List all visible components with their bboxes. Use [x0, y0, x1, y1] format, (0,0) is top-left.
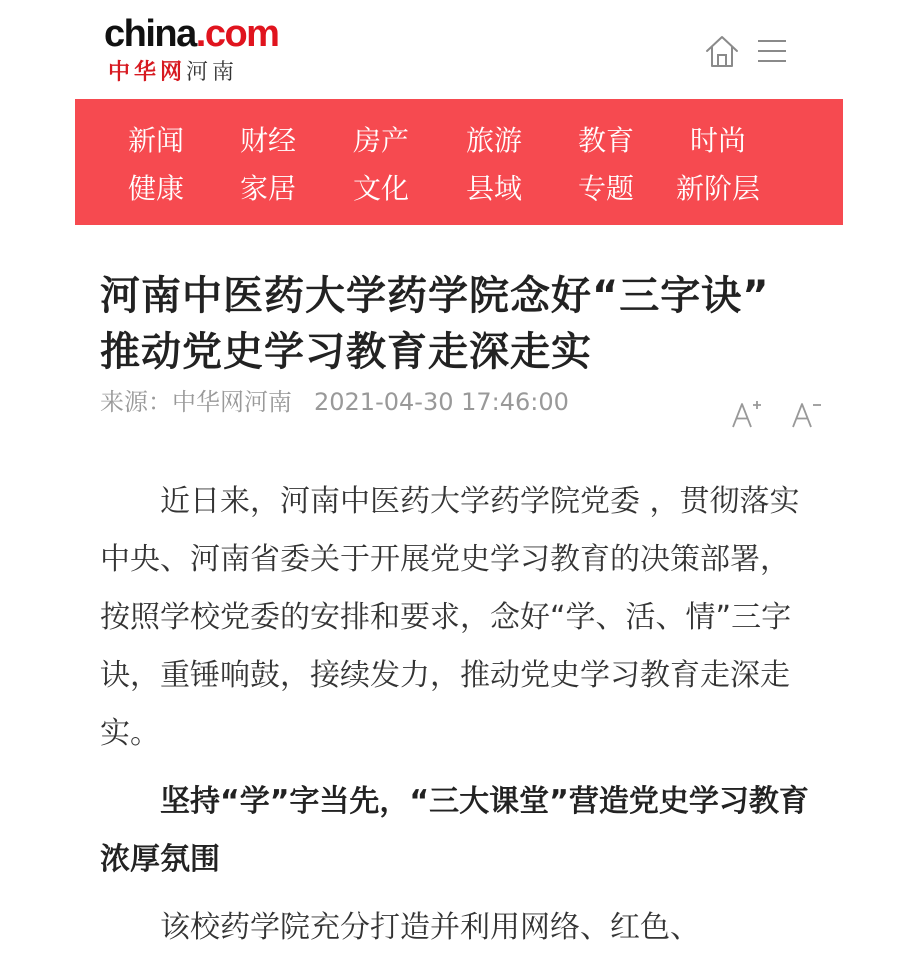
- nav-item-fashion[interactable]: 时尚: [689, 124, 746, 157]
- article-meta: [100, 386, 569, 418]
- article-header: [100, 268, 820, 416]
- nav-item-county[interactable]: 县域: [465, 172, 522, 205]
- article-datetime: 2021-04-30 17:46:00: [314, 388, 569, 416]
- font-increase-icon[interactable]: [730, 398, 764, 432]
- site-header: [0, 0, 914, 99]
- logo-wordmark: china.com: [104, 13, 279, 55]
- nav-item-home[interactable]: 家居: [239, 172, 296, 205]
- font-decrease-icon[interactable]: [790, 398, 824, 432]
- china-com-henan-logo[interactable]: [104, 12, 279, 85]
- nav-item-health[interactable]: 健康: [127, 172, 184, 205]
- nav-item-travel[interactable]: 旅游: [465, 124, 522, 157]
- nav-item-topics[interactable]: 专题: [577, 172, 634, 205]
- category-nav: [75, 99, 843, 225]
- nav-item-news[interactable]: 新闻: [127, 124, 184, 157]
- nav-item-real-estate[interactable]: 房产: [352, 124, 409, 157]
- nav-item-education[interactable]: 教育: [577, 124, 634, 157]
- article-source: 来源：中华网河南: [100, 388, 292, 416]
- nav-item-culture[interactable]: 文化: [352, 172, 409, 205]
- home-icon[interactable]: [703, 32, 741, 70]
- nav-item-finance[interactable]: 财经: [239, 124, 296, 157]
- article-paragraph: 该校药学院充分打造并利用网络、红色、: [160, 910, 700, 945]
- article-subheading: 坚持“学”字当先，“三大课堂”营造党史学习教育浓厚氛围: [100, 784, 809, 877]
- nav-item-new-class[interactable]: 新阶层: [675, 172, 760, 205]
- logo-subtitle: 中华网河南: [108, 60, 239, 85]
- article-title: 河南中医药大学药学院念好“三字诀” 推动党史学习教育走深走实: [100, 273, 770, 375]
- article-paragraph: 近日来，河南中医药大学药学院党委 ，贯彻落实中央、河南省委关于开展党史学习教育的决策部署，按照学校党委的安排和要求，念好“学、活、情”三字诀，重锤响鼓，接续发力，推动党史学习教育走深走实。: [100, 484, 800, 751]
- article-body: [100, 473, 812, 967]
- hamburger-menu-icon[interactable]: [756, 36, 788, 66]
